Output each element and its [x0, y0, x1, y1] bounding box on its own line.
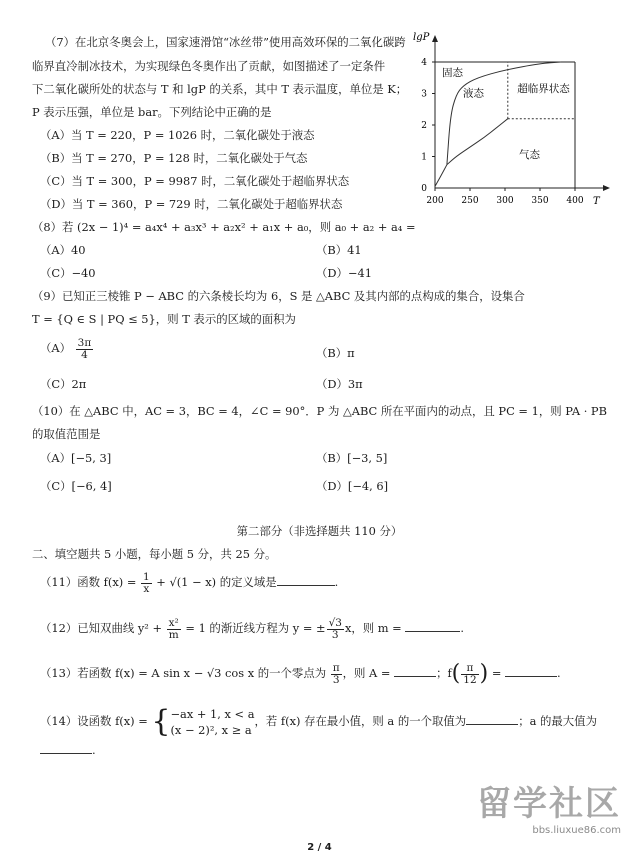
series-solid-gas-boundary [435, 165, 447, 187]
y-axis-label: lgP [413, 32, 430, 43]
q10-option-d: （D）[−4, 6] [316, 479, 389, 493]
q11-pre: （11）函数 f(x) = [40, 575, 140, 589]
q7-option-b: （B）当 T = 270，P = 128 时，二氧化碳处于气态 [40, 151, 308, 165]
q12-mid: = 1 的渐近线方程为 y = ± [181, 621, 326, 635]
q13-num: π [332, 662, 340, 674]
q12-num: x² [168, 617, 179, 629]
q13-den2: 12 [463, 673, 477, 686]
q11-post: . [334, 575, 339, 589]
q12-den: m [168, 628, 179, 641]
q13-answer-blank-b[interactable] [505, 666, 557, 677]
q13: （13）若函数 f(x) = A sin x − √3 cos x 的一个零点为 $\frac{\pi}{3}$ ，则 A = ；f( $\frac{\pi}{12}$ ) = . [40, 661, 561, 686]
q7-option-d: （D）当 T = 360，P = 729 时，二氧化碳处于超临界状态 [40, 197, 343, 211]
q8-option-a: （A）40 [40, 243, 86, 257]
region-label-0: 固态 [442, 67, 463, 80]
q9-option-c: （C）2π [40, 377, 87, 391]
q9-line2: T = {Q ∈ S | PQ ≤ 5}，则 T 表示的区域的面积为 [32, 312, 296, 326]
q13-num2: π [461, 663, 478, 675]
q13-fraction-2 [461, 663, 478, 685]
y-axis-arrow [432, 35, 438, 42]
region-label-3: 气态 [519, 149, 540, 162]
y-tick-label-2: 2 [421, 121, 427, 131]
q14-case1: −ax + 1, x < a [170, 707, 255, 721]
part2-section-heading: 二、填空题共 5 小题，每小题 5 分，共 25 分。 [32, 547, 277, 561]
x-tick-label-200: 200 [426, 196, 444, 206]
series-solid-liquid-boundary [447, 62, 561, 165]
q12-num2: √3 [328, 617, 342, 629]
x-tick-label-350: 350 [531, 196, 549, 206]
q14-pre: （14）设函数 f(x) = [40, 714, 152, 728]
q11-num: 1 [143, 571, 150, 583]
watermark-url: bbs.liuxue86.com [532, 825, 621, 836]
q8-option-b: （B）41 [316, 243, 362, 257]
q7-line2: 临界直冷制冰技术，为实现绿色冬奥作出了贡献，如图描述了一定条件 [32, 59, 386, 73]
q7-option-c: （C）当 T = 300，P = 9987 时，二氧化碳处于超临界状态 [40, 174, 350, 188]
q9-a-numerator: 3π [77, 337, 92, 349]
q7-line3: 下二氧化碳所处的状态与 T 和 lgP 的关系，其中 T 表示温度，单位是 K； [32, 82, 408, 96]
q10-line2: 的取值范围是 [32, 427, 101, 441]
q11-answer-blank[interactable] [277, 575, 335, 586]
x-tick-label-300: 300 [496, 196, 514, 206]
q12: （12）已知双曲线 y² + $\frac{\text{x²}}{m}$ = 1 的渐近线方程为 y = ± $\frac{√3}{3}$ x，则 m = . [40, 617, 464, 641]
q14-case2: (x − 2)², x ≥ a [170, 723, 252, 737]
q11-den: x [143, 582, 150, 595]
y-tick-label-1: 1 [421, 152, 427, 163]
phase-diagram-chart [405, 28, 630, 218]
y-tick-label-3: 3 [421, 89, 427, 100]
q10-option-b: （B）[−3, 5] [316, 451, 388, 465]
q9-option-a [40, 338, 94, 360]
q14: （14）设函数 f(x) = { −ax + 1, x < a (x − 2)², x ≥ a ，若 f(x) 存在最小值，则 a 的一个取值为 ；a 的最大值为 [40, 704, 597, 739]
q13-answer-blank-a[interactable] [394, 666, 436, 677]
q13-mid: ，则 A = [342, 666, 395, 680]
q9-option-a-fraction [76, 338, 94, 360]
q13-post: = [488, 666, 506, 680]
q7-option-a: （A）当 T = 220，P = 1026 时，二氧化碳处于液态 [40, 128, 315, 142]
q9-option-b: （B）π [316, 346, 355, 360]
q14-piecewise [170, 706, 254, 738]
q9-line1: （9）已知正三棱锥 P − ABC 的六条棱长均为 6，S 是 △ABC 及其内部的点构成的集合，设集合 [32, 289, 525, 303]
q13-pre: （13）若函数 f(x) = A sin x − √3 cos x 的一个零点为 [40, 666, 330, 680]
q13-fraction-1 [331, 663, 342, 685]
x-tick-label-250: 250 [461, 196, 479, 206]
series-liquid-gas-boundary [447, 119, 508, 165]
page-number: 2 / 4 [307, 842, 332, 853]
x-tick-label-400: 400 [566, 196, 584, 206]
q11 [40, 571, 338, 594]
q8-option-d: （D）−41 [316, 266, 372, 280]
q11-fraction [141, 572, 152, 594]
q10-line1: （10）在 △ABC 中，AC = 3，BC = 4，∠C = 90°．P 为 △ABC 所在平面内的动点，且 PC = 1，则 PA · PB [32, 404, 607, 418]
q7-line1: （7）在北京冬奥会上，国家速滑馆“冰丝带”使用高效环保的二氧化碳跨 [45, 35, 406, 49]
q10-option-c: （C）[−6, 4] [40, 479, 112, 493]
q14-mid: ，若 f(x) 存在最小值，则 a 的一个取值为 [254, 714, 467, 728]
watermark [477, 776, 621, 836]
q14-answer-blank-2[interactable] [40, 743, 92, 754]
q13-den: 3 [332, 673, 340, 686]
q9-a-denominator: 4 [81, 348, 88, 361]
x-axis-arrow [603, 185, 610, 191]
q9-option-d: （D）3π [316, 377, 363, 391]
q10-option-a: （A）[−5, 3] [40, 451, 112, 465]
q8-stem: （8）若 (2x − 1)⁴ = a₄x⁴ + a₃x³ + a₂x² + a₁x + a₀，则 a₀ + a₂ + a₄ = [32, 220, 416, 234]
q8-option-c: （C）−40 [40, 266, 96, 280]
q12-fraction-2 [327, 618, 344, 640]
watermark-brand: 留学社区 [477, 784, 621, 824]
y-tick-label-0: 0 [421, 184, 427, 194]
part2-title: 第二部分（非选择题共 110 分） [236, 524, 403, 538]
region-label-1: 液态 [463, 87, 484, 100]
q12-post: x，则 m = [344, 621, 406, 635]
q12-fraction-1 [167, 618, 181, 640]
region-label-2: 超临界状态 [517, 82, 570, 95]
q14-continuation: . [40, 743, 96, 757]
q14-post: ；a 的最大值为 [518, 714, 597, 728]
x-axis-label: T [593, 196, 600, 207]
y-tick-label-4: 4 [421, 58, 427, 68]
q9-option-a-label: （A） [40, 341, 72, 355]
q14-answer-blank-1[interactable] [466, 714, 518, 725]
q12-answer-blank[interactable] [405, 621, 460, 632]
q7-line4: P 表示压强，单位是 bar。下列结论中正确的是 [32, 105, 272, 119]
q13-mid2: ；f [436, 666, 452, 680]
q11-mid: + √(1 − x) 的定义域是 [152, 575, 277, 589]
q12-pre: （12）已知双曲线 y² + [40, 621, 166, 635]
q12-den2: 3 [331, 628, 339, 641]
